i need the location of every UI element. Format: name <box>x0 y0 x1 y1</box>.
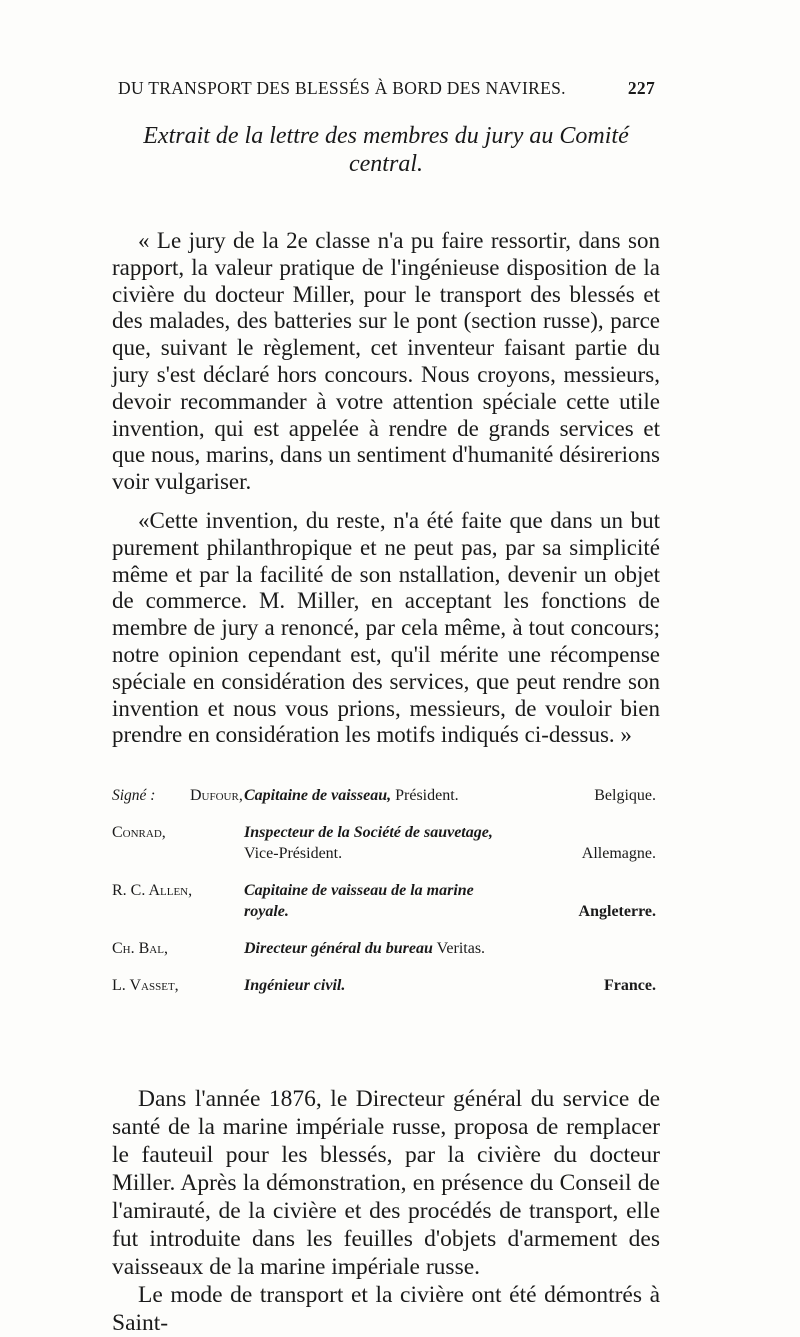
role-rest: Vice-Président. <box>244 845 343 862</box>
signature-row <box>112 975 660 996</box>
signature-row <box>112 822 660 864</box>
signed-label: Signé : <box>112 787 156 804</box>
running-head-title: DU TRANSPORT DES BLESSÉS À BORD DES NAVIRES. <box>118 78 566 98</box>
signatures-block <box>112 785 660 1012</box>
role-title: Ingénieur civil. <box>244 977 346 994</box>
signatory-role <box>244 975 514 996</box>
signature-row <box>112 938 660 959</box>
paragraph-continued: Le mode de transport et la civière ont été démontrés à Saint- <box>112 1282 660 1336</box>
paragraph-1876: Dans l'année 1876, le Directeur général du service de santé de la marine impériale russe, proposa de remplacer le fauteuil pour les blessés, par la civière du docteur Miller. Après la démonstration, en présence du Conseil de l'amirauté, de la civière et des procédés de transport, elle fut introduite dans les feuilles d'objets d'armement des vaisseaux de la marine impériale russe. <box>112 1086 660 1280</box>
role-rest: Veritas. <box>432 940 486 957</box>
signatory-role <box>244 880 514 922</box>
role-title: Directeur général du bureau <box>244 940 433 957</box>
signatory-name: R. C. Allen, <box>112 882 193 899</box>
role-rest: Président. <box>391 787 459 804</box>
signature-row <box>112 785 660 806</box>
signatory-country: Allemagne. <box>581 845 656 862</box>
signatory-name: Conrad, <box>112 824 166 841</box>
paragraph-jury-letter-1: « Le jury de la 2e classe n'a pu faire ressortir, dans son rapport, la valeur pratique de l'ingénieuse disposition de la civière du docteur Miller, pour le transport des blessés et des malades, des batteries sur le pont (section russe), parce que, suivant le règlement, cet inventeur faisant partie du jury s'est déclaré hors concours. Nous croyons, messieurs, devoir recommander à votre attention spéciale cette utile invention, qui est appelée à rendre de grands services et que nous, marins, dans un sentiment d'humanité désirerions voir vulgariser. <box>112 228 660 495</box>
signatory-name: Dufour, <box>190 787 243 804</box>
signatory-country: France. <box>604 977 656 994</box>
signatory-role <box>244 938 514 959</box>
signatory-country: Belgique. <box>594 787 656 804</box>
paragraph-jury-letter-2: «Cette invention, du reste, n'a été faite que dans un but purement philanthropique et ne peut pas, par sa simplicité même et par la facilité de son nstallation, devenir un objet de commerce. M. Miller, en acceptant les fonctions de membre de jury a renoncé, par cela même, à tout concours; notre opinion cependant est, qu'il mérite une récompense spéciale en considération des services, que peut rendre son invention et nous vous prions, messieurs, de vouloir bien prendre en considération les motifs indiqués ci-dessus. » <box>112 508 660 748</box>
page-number: 227 <box>627 78 655 98</box>
role-title: Inspecteur de la Société de sauvetage, <box>244 824 493 841</box>
signatory-name: Ch. Bal, <box>112 940 168 957</box>
signature-row <box>112 880 660 922</box>
letter-heading: Extrait de la lettre des membres du jury au Comité central. <box>143 123 629 177</box>
role-title: Capitaine de vaisseau, <box>244 787 392 804</box>
role-title: Capitaine de vaisseau de la marine royale. <box>244 882 474 920</box>
signatory-country: Angleterre. <box>578 903 656 920</box>
signatory-role <box>244 822 514 864</box>
paragraph-body <box>112 1085 660 1337</box>
signatory-name: L. Vasset, <box>112 977 179 994</box>
signatory-role <box>244 785 514 806</box>
